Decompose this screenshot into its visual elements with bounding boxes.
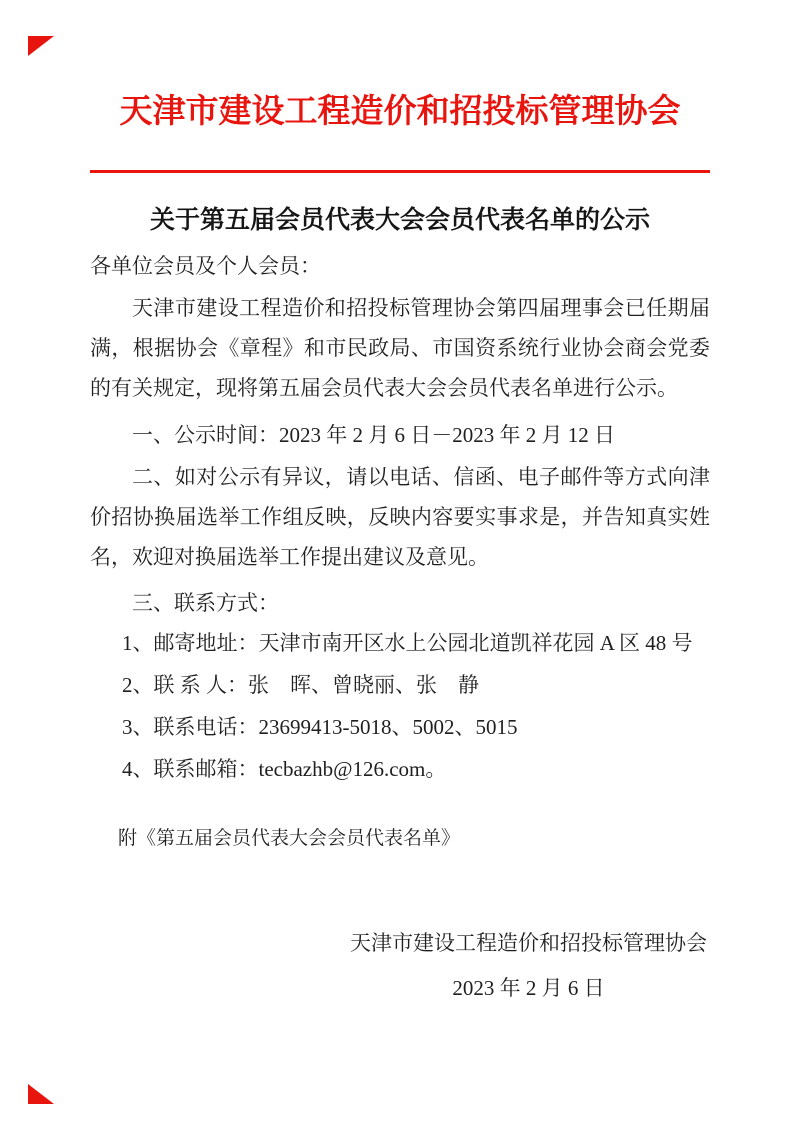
red-corner-mark-top-icon (28, 36, 54, 56)
contact-email: 4、联系邮箱：tecbazhb@126.com。 (122, 757, 447, 781)
item-objection-instructions: 二、如对公示有异议，请以电话、信函、电子邮件等方式向津价招协换届选举工作组反映，反映内容要实事求是，并告知真实姓名，欢迎对换届选举工作提出建议及意见。 (90, 465, 710, 569)
red-corner-mark-bottom-icon (28, 1084, 54, 1104)
signature-block (350, 921, 707, 1011)
attachment-reference-line: 附《第五届会员代表大会会员代表名单》 (118, 828, 461, 849)
intro-paragraph: 天津市建设工程造价和招投标管理协会第四届理事会已任期届满，根据协会《章程》和市民政局、市国资系统行业协会商会党委的有关规定，现将第五届会员代表大会会员代表名单进行公示。 (90, 296, 710, 400)
contact-phone-numbers: 3、联系电话：23699413-5018、5002、5015 (122, 715, 518, 739)
signature-date: 2023 年 2 月 6 日 (452, 976, 605, 1000)
contact-persons: 2、联 系 人：张 晖、曾晓丽、张 静 (122, 673, 479, 697)
item-contact-methods-heading: 三、联系方式： (132, 591, 279, 615)
letterhead-divider-rule (90, 170, 710, 173)
signature-organization: 天津市建设工程造价和招投标管理协会 (350, 931, 707, 955)
salutation-line: 各单位会员及个人会员： (90, 254, 321, 278)
association-letterhead-title: 天津市建设工程造价和招投标管理协会 (119, 94, 681, 130)
item-publicity-period: 一、公示时间：2023 年 2 月 6 日－2023 年 2 月 12 日 (132, 423, 615, 447)
notice-title: 关于第五届会员代表大会会员代表名单的公示 (149, 207, 650, 234)
contact-mailing-address: 1、邮寄地址：天津市南开区水上公园北道凯祥花园 A 区 48 号 (122, 631, 693, 655)
contact-list (122, 622, 710, 790)
